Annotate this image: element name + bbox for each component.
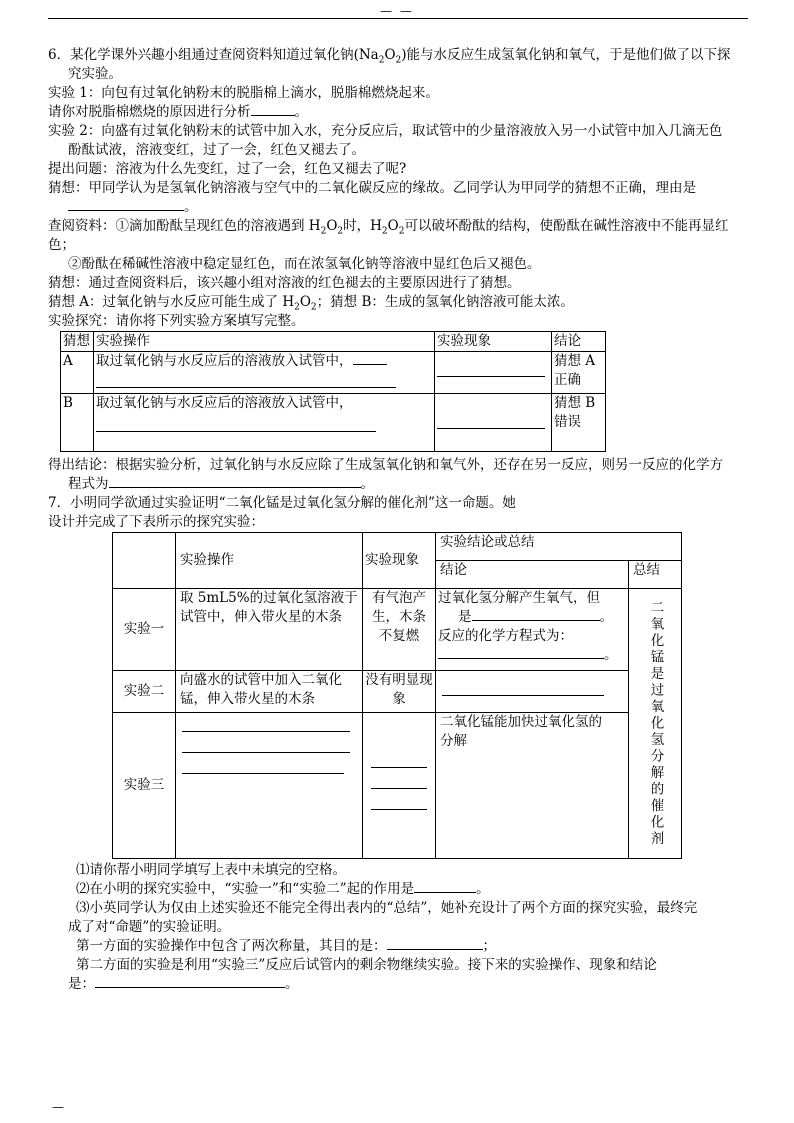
q6-guessAB: 猜想 A：过氧化钠与水反应可能生成了 $H_2O_2$；猜想 B：生成的氢氧化钠溶液可能太浓。 [48,294,574,313]
q6-table [60,331,606,452]
th-guess: 猜想 [61,332,94,352]
th-operation: 实验操作 [94,332,435,352]
q7-second-cont: 是： 。 [68,976,299,992]
row-conclusion: 猜想 B 错误 [552,394,606,452]
th-phenomenon: 实验现象 [435,332,552,352]
row-operation: 取 5mL5%的过氧化氢溶液于试管中，伸入带火星的木条 [176,589,363,671]
q7-table [112,532,682,859]
answer-blank[interactable] [96,373,396,388]
q6-info2: ②酚酞在稀碱性溶液中稳定显红色，而在浓氢氧化钠等溶液中显红色后又褪色。 [68,256,541,272]
answer-blank[interactable] [182,759,344,774]
answer-blank[interactable] [182,738,350,753]
page-footer: — [52,1100,64,1114]
q6-guess2: 猜想：通过查阅资料后，该兴趣小组对溶液的红色褪去的主要原因进行了猜想。 [48,275,521,291]
th-empty [113,533,176,589]
answer-blank[interactable] [251,103,295,116]
answer-blank[interactable] [437,414,545,429]
row-conclusion [436,671,629,713]
row-conclusion: 二氧化锰能加快过氧化氢的分解 [436,713,629,859]
q7-sub3-cont: 成了对“命题”的实验证明。 [68,919,231,935]
table-row [61,394,606,452]
q6-intro-cont: 究实验。 [68,66,122,82]
q6-conclusion-cont: 程式为 。 [68,476,374,492]
answer-blank[interactable] [472,608,600,621]
row-conclusion: 过氧化氢分解产生氧气，但 是 。 反应的化学方程式为： 。 [436,589,629,671]
row-name: 实验三 [113,713,176,859]
answer-blank[interactable] [182,717,350,732]
answer-blank[interactable] [371,753,427,768]
answer-blank[interactable] [371,774,427,789]
answer-blank[interactable] [437,362,545,377]
row-conclusion: 猜想 A 正确 [552,352,606,394]
row-operation: 取过氧化钠与水反应后的溶液放入试管中， [94,352,435,394]
th-conclusion: 结论 [436,561,629,589]
row-phenomenon: 没有明显现象 [363,671,436,713]
q7-second: 第二方面的实验是利用“实验三”反应后试管内的剩余物继续实验。接下来的实验操作、现象和结论 [76,957,657,973]
q7-sub1: ⑴请你帮小明同学填写上表中未填完的空格。 [76,862,346,878]
answer-blank[interactable] [414,880,476,893]
table-row [113,589,682,671]
q7-sub3: ⑶小英同学认为仅由上述实验还不能完全得出表内的“总结”，她补充设计了两个方面的探究实验，最终完 [76,900,698,916]
q6-ask1: 请你对脱脂棉燃烧的原因进行分析 。 [48,104,308,120]
row-operation: 取过氧化钠与水反应后的溶液放入试管中， [94,394,435,452]
answer-blank[interactable] [353,352,387,365]
document-body [48,46,748,994]
table-row [113,713,682,859]
q6-exp2-cont: 酚酞试液，溶液变红，过了一会，红色又褪去了。 [68,142,365,158]
table-row [113,671,682,713]
row-name: 实验一 [113,589,176,671]
row-total: 二氧化锰是过氧化氢分解的催化剂 [629,589,682,859]
row-phenomenon [435,352,552,394]
answer-blank[interactable] [68,198,184,211]
row-operation [176,713,363,859]
answer-blank[interactable] [109,475,361,488]
q7-intro: 7．小明同学欲通过实验证明“二氧化锰是过氧化氢分解的催化剂”这一命题。她 [48,495,516,511]
row-guess: B [61,394,94,452]
answer-blank[interactable] [387,937,483,950]
th-operation: 实验操作 [176,533,363,589]
q7-intro-cont: 设计并完成了下表所示的探究实验： [48,514,264,530]
q6-intro: 6．某化学课外兴趣小组通过查阅资料知道过氧化钠$(Na_2O_2)$能与水反应生成氢氧化钠和氧气，于是他们做了以下探 [48,47,731,66]
q7-sub2: ⑵在小明的探究实验中，“实验一”和“实验二”起的作用是 。 [76,881,490,897]
row-name: 实验二 [113,671,176,713]
answer-blank[interactable] [438,646,604,659]
q6-explore: 实验探究：请你将下列实验方案填写完整。 [48,313,305,329]
th-total: 总结 [629,561,682,589]
q6-info1: 查阅资料：①滴加酚酞呈现红色的溶液遇到 $H_2O_2$时，$H_2O_2$可以破坏酚酞的结构，使酚酞在碱性溶液中不能再显红色； [48,218,729,253]
q6-exp1: 实验 1：向包有过氧化钠粉末的脱脂棉上滴水，脱脂棉燃烧起来。 [48,85,439,101]
q6-conclusion: 得出结论：根据实验分析，过氧化钠与水反应除了生成氢氧化钠和氧气外，还存在另一反应，则另一反应的化学方 [48,457,723,473]
q6-guess-blank: 。 [48,198,748,217]
q6-question: 提出问题：溶液为什么先变红，过了一会，红色又褪去了呢? [48,161,407,177]
answer-blank[interactable] [442,681,604,696]
row-guess: A [61,352,94,394]
row-phenomenon: 有气泡产生，木条 不复燃 [363,589,436,671]
answer-blank[interactable] [95,975,285,988]
th-conclusion: 结论 [552,332,606,352]
answer-blank[interactable] [96,417,376,432]
q6-guess: 猜想：甲同学认为是氢氧化钠溶液与空气中的二氧化碳反应的缘故。乙同学认为甲同学的猜想不正确，理由是 [48,180,696,196]
table-row [61,352,606,394]
row-phenomenon [435,394,552,452]
header-rule [48,18,748,19]
th-summary: 实验结论或总结 [436,533,682,561]
q7-first: 第一方面的实验操作中包含了两次称量，其目的是： ； [76,938,496,954]
answer-blank[interactable] [371,795,427,810]
row-phenomenon [363,713,436,859]
q6-exp2: 实验 2：向盛有过氧化钠粉末的试管中加入水，充分反应后，取试管中的少量溶液放入另一小试管中加入几滴无色 [48,123,723,139]
row-operation: 向盛水的试管中加入二氧化锰，伸入带火星的木条 [176,671,363,713]
page-header: — — [380,4,414,18]
th-phenomenon: 实验现象 [363,533,436,589]
